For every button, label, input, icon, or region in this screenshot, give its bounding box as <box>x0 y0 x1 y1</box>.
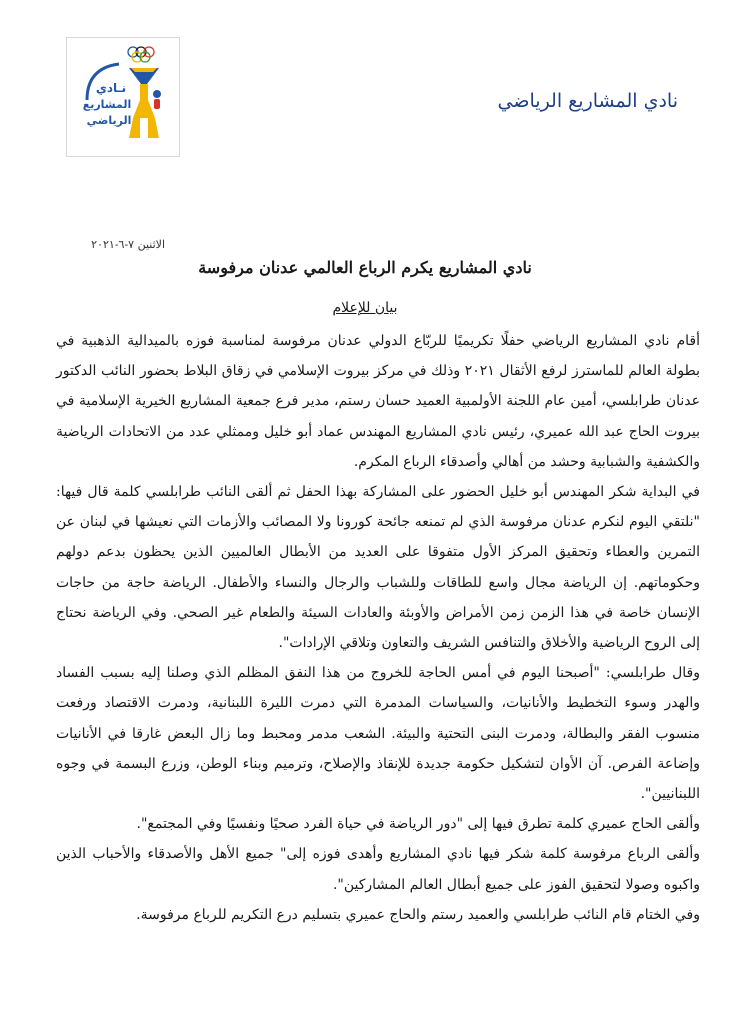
athlete-icon <box>153 90 161 98</box>
body-paragraph: أقام نادي المشاريع الرياضي حفلًا تكريميًا للربّاع الدولي عدنان مرفوسة لمناسبة فوزه بالميدالية الذهبية في بطولة العالم للماسترز لرفع الأثقال ٢٠٢١ وذلك في مركز بيروت الإسلامي في زقاق البلاط بحضور النائب الدكتور عدنان طرابلسي، أمين عام اللجنة الأولمبية العميد حسان رستم، مدير فرع جمعية المشاريع الخيرية الإسلامية في بيروت الحاج عبد الله عميري، رئيس نادي المشاريع المهندس عماد أبو خليل وممثلي عدد من الاتحادات الرياضية والكشفية والشبابية وحشد من أهالي وأصدقاء الرباع المكرم. <box>56 333 700 470</box>
body-paragraph: وقال طرابلسي: "أصبحنا اليوم في أمس الحاجة للخروج من هذا النفق المظلم الذي وصلنا إليه بسبب الفساد والهدر وسوء التخطيط والأنانيات، والسياسات المدمرة التي دمرت الليرة اللبنانية، ودمرت الاقتصاد ورفعت منسوب الفقر والبطالة، ودمرت البنى التحتية والبيئة. الشعب مدمر ومحبط وما زال البعض غارقا في الأنانيات وإضاعة الفرص. آن الأوان لتشكيل حكومة جديدة للإنقاذ والإصلاح، وترميم وبناء الوطن، وزرع البسمة في وجوه اللبنانيين". <box>56 665 700 803</box>
document-date: الاثنين ٧-٦-٢٠٢١ <box>91 238 165 251</box>
body-paragraph: وفي الختام قام النائب طرابلسي والعميد رستم والحاج عميري بتسليم درع التكريم للرباع مرفوسة. <box>136 906 700 923</box>
logo-text-line3: الرياضي <box>86 114 132 127</box>
logo-text-line2: المشاريع <box>82 98 132 111</box>
club-name-header: نادي المشاريع الرياضي <box>497 90 678 112</box>
document-headline: نادي المشاريع يكرم الرباع العالمي عدنان مرفوسة <box>198 258 532 277</box>
logo-emblem <box>67 38 181 158</box>
tower-icon <box>140 84 148 118</box>
body-paragraph: وألقى الرباع مرفوسة كلمة شكر فيها نادي المشاريع وأهدى فوزه إلى" جميع الأهل والأصدقاء والأحباب الذين واكبوه وصولا لتحقيق الفوز على جميع أبطال العالم المشاركين". <box>56 846 700 893</box>
body-paragraph: في البداية شكر المهندس أبو خليل الحضور على المشاركة بهذا الحفل ثم ألقى النائب طرابلسي كلمة قال فيها: "نلتقي اليوم لنكرم عدنان مرفوسة الذي لم تمنعه جائحة كورونا ولا المصائب والأزمات التي نعيشها في لبنان عن التمرين والعطاء وتحقيق المركز الأول متفوقا على العديد من الأبطال العالميين الذين يحظون بدعم دولهم وحكوماتهم. إن الرياضة مجال واسع للطاقات وللشباب والرجال والنساء والأطفال. الرياضة حاجة من حاجات الإنسان خاصة في هذا الزمن زمن الأمراض والأوبئة والعادات السيئة والطعام غير الصحي. وفي الرياضة نحتاج إلى الروح الرياضية والأخلاق والتنافس الشريف والتعاون وتلاقي الإرادات". <box>56 484 700 652</box>
logo-text-line1: نـادي <box>95 81 127 95</box>
document-body <box>56 326 700 930</box>
press-release-label <box>0 300 730 316</box>
press-release-text: بيان للإعلام <box>332 300 398 316</box>
club-logo <box>66 37 180 157</box>
body-paragraph: وألقى الحاج عميري كلمة تطرق فيها إلى "دور الرياضة في حياة الفرد صحيًا ونفسيًا وفي المجتمع". <box>136 816 700 833</box>
